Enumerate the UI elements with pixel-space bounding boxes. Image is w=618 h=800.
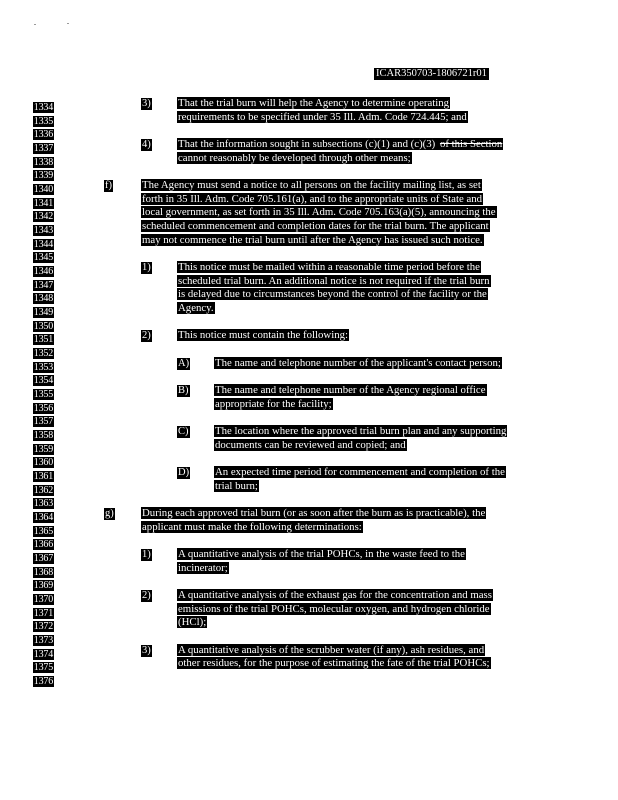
- line-number-text: 1339: [33, 170, 53, 182]
- text-line-content: The Agency must send a notice to all persons on the facility mailing list, as set: [142, 179, 481, 192]
- line-number-text: 1376: [33, 676, 53, 688]
- line-number-text: 1364: [33, 512, 53, 524]
- line-number-text: 1349: [33, 307, 53, 319]
- text-line-content: The name and telephone number of the Agency regional office: [215, 384, 486, 397]
- text-line: [214, 384, 487, 398]
- text-line: [177, 562, 466, 576]
- text-line-content: other residues, for the purpose of estimating the fate of the trial POHCs;: [178, 657, 490, 670]
- scan-speck: [34, 24, 36, 25]
- text-line-content: This notice must be mailed within a reasonable time period before the: [178, 261, 480, 274]
- text-line-content: trial burn;: [215, 479, 258, 492]
- text-line: [177, 302, 491, 316]
- line-number-text: 1360: [33, 457, 53, 469]
- text-line: [177, 548, 466, 562]
- text-line-content: That the trial burn will help the Agency to determine operating: [178, 97, 450, 109]
- text-line-content: may not commence the trial burn until after the Agency has issued such notice.: [142, 233, 483, 246]
- line-number-text: 1346: [33, 266, 53, 278]
- enumeration-label: B): [178, 385, 189, 397]
- line-number-text: 1340: [33, 184, 53, 196]
- text-line: [177, 288, 491, 302]
- line-number-text: 1348: [33, 293, 53, 305]
- line-number-text: 1374: [33, 648, 53, 660]
- text-line: [141, 193, 497, 207]
- provision-text: [177, 261, 491, 316]
- text-line: [141, 206, 497, 220]
- text-line: [214, 357, 502, 371]
- text-line-content: cannot reasonably be developed through other means;: [178, 151, 411, 164]
- text-line: [141, 179, 497, 193]
- text-line-content: is delayed due to circumstances beyond the control of the facility or the: [178, 288, 487, 301]
- line-number-text: 1361: [33, 471, 53, 483]
- line-number-text: 1366: [33, 539, 53, 551]
- provision-text: [141, 179, 497, 247]
- provision-text: [214, 466, 506, 493]
- line-number-text: 1336: [33, 129, 53, 141]
- text-line: [177, 329, 349, 343]
- text-line-content: That the information sought in subsections (c)(1) and (c)(3): [178, 138, 438, 150]
- text-line: [177, 261, 491, 275]
- provision-text: [177, 329, 349, 343]
- line-number-text: 1369: [33, 580, 53, 592]
- provision-text: [214, 384, 487, 411]
- line-number-text: 1351: [33, 334, 53, 346]
- line-number-text: 1341: [33, 197, 53, 209]
- text-line-content: (HCl);: [178, 616, 207, 629]
- enumeration-label: 3): [142, 98, 151, 109]
- text-line: [214, 480, 506, 494]
- enumeration-label: 1): [142, 549, 151, 561]
- line-number-text: 1350: [33, 320, 53, 332]
- text-line: [177, 589, 493, 603]
- line-number-text: 1352: [33, 348, 53, 360]
- line-number-text: 1353: [33, 361, 53, 373]
- text-line-content: During each approved trial burn (or as soon after the burn as is practicable), the: [142, 507, 486, 520]
- line-number-text: 1355: [33, 389, 53, 401]
- text-line: [214, 466, 506, 480]
- line-number-text: 1354: [33, 375, 53, 387]
- provision-text: [177, 138, 503, 165]
- provision-text: [214, 357, 502, 371]
- text-line: [141, 521, 486, 535]
- provision-text: [177, 589, 493, 630]
- text-line-content: The name and telephone number of the applicant's contact person;: [215, 356, 501, 369]
- text-line-content: local government, as set forth in 35 Ill. Adm. Code 705.163(a)(5), announcing the: [142, 206, 496, 219]
- line-number-text: 1367: [33, 553, 53, 565]
- line-number-text: 1365: [33, 525, 53, 537]
- text-line-content: The location where the approved trial burn plan and any supporting: [215, 425, 507, 438]
- text-line-content: requirements to be specified under 35 Ill. Adm. Code 724.445; and: [178, 110, 467, 123]
- enumeration-label: A): [178, 357, 190, 369]
- line-number-text: 1347: [33, 279, 53, 291]
- line-number-text: 1358: [33, 430, 53, 442]
- text-line-content: emissions of the trial POHCs, molecular oxygen, and hydrogen chloride: [178, 602, 490, 615]
- scan-speck: [67, 23, 69, 24]
- text-line: [214, 398, 487, 412]
- text-line: [177, 111, 468, 125]
- line-number-text: 1357: [33, 416, 53, 428]
- text-line: [214, 425, 507, 439]
- line-number-text: 1363: [33, 498, 53, 510]
- enumeration-label: 2): [142, 330, 151, 342]
- text-line-content: A quantitative analysis of the trial POHCs, in the waste feed to the: [178, 548, 465, 561]
- line-number-text: 1334: [33, 102, 53, 113]
- provision-text: [141, 507, 486, 534]
- text-line: [141, 234, 497, 248]
- text-line-content: applicant must make the following determinations:: [142, 520, 362, 533]
- text-line-content: forth in 35 Ill. Adm. Code 705.161(a), and to the appropriate units of State and: [142, 192, 483, 205]
- line-number-text: 1342: [33, 211, 53, 223]
- text-line-content: appropriate for the facility;: [215, 397, 332, 410]
- enumeration-label: f): [105, 180, 112, 192]
- text-line: [214, 439, 507, 453]
- line-number-text: 1372: [33, 621, 53, 633]
- enumeration-label: 4): [142, 139, 151, 150]
- text-line: [177, 603, 493, 617]
- line-number-text: 1371: [33, 607, 53, 619]
- enumeration-label: 2): [142, 590, 151, 602]
- line-number-text: 1370: [33, 594, 53, 606]
- text-line-content: A quantitative analysis of the scrubber water (if any), ash residues, and: [178, 643, 485, 656]
- enumeration-label: 3): [142, 644, 151, 656]
- line-number-text: 1373: [33, 635, 53, 647]
- enumeration-label: D): [178, 467, 190, 479]
- provision-text: [177, 644, 491, 671]
- text-line-content: documents can be reviewed and copied; and: [215, 438, 406, 451]
- text-line-content: incinerator;: [178, 561, 228, 574]
- enumeration-label: g): [105, 508, 114, 520]
- provision-text: [214, 425, 507, 452]
- text-line-content: scheduled trial burn. An additional notice is not required if the trial burn: [178, 274, 490, 287]
- text-line: [177, 644, 491, 658]
- enumeration-label: 1): [142, 262, 151, 274]
- line-number-text: 1344: [33, 238, 53, 250]
- text-line: [177, 152, 503, 166]
- provision-text: [177, 97, 468, 124]
- text-line: [141, 507, 486, 521]
- provision-text: [177, 548, 466, 575]
- text-line-content: This notice must contain the following:: [178, 329, 349, 342]
- text-line: [177, 275, 491, 289]
- line-number-text: 1356: [33, 402, 53, 414]
- line-number-text: 1345: [33, 252, 53, 264]
- text-line-content: An expected time period for commencement and completion of the: [215, 466, 505, 479]
- enumeration-label: C): [178, 426, 189, 438]
- line-number-text: 1359: [33, 443, 53, 455]
- line-number-text: 1337: [33, 143, 53, 154]
- line-number-text: 1343: [33, 225, 53, 237]
- text-line: [177, 138, 503, 152]
- line-number-text: 1362: [33, 484, 53, 496]
- text-line: [177, 97, 468, 111]
- line-number: [32, 671, 54, 689]
- line-number-text: 1368: [33, 566, 53, 578]
- line-number-text: 1335: [33, 115, 53, 127]
- line-number-text: 1375: [33, 662, 53, 674]
- text-line-content: scheduled commencement and completion dates for the trial burn. The applicant: [142, 219, 489, 232]
- struck-text: of this Section: [439, 138, 503, 150]
- text-line: [177, 657, 491, 671]
- text-line-content: A quantitative analysis of the exhaust gas for the concentration and mass: [178, 589, 492, 602]
- text-line-content: Agency.: [178, 302, 214, 314]
- text-line: [177, 616, 493, 630]
- text-line: [141, 220, 497, 234]
- line-number-text: 1338: [33, 156, 53, 168]
- document-id-header: ICAR350703-1806721r01: [376, 68, 487, 79]
